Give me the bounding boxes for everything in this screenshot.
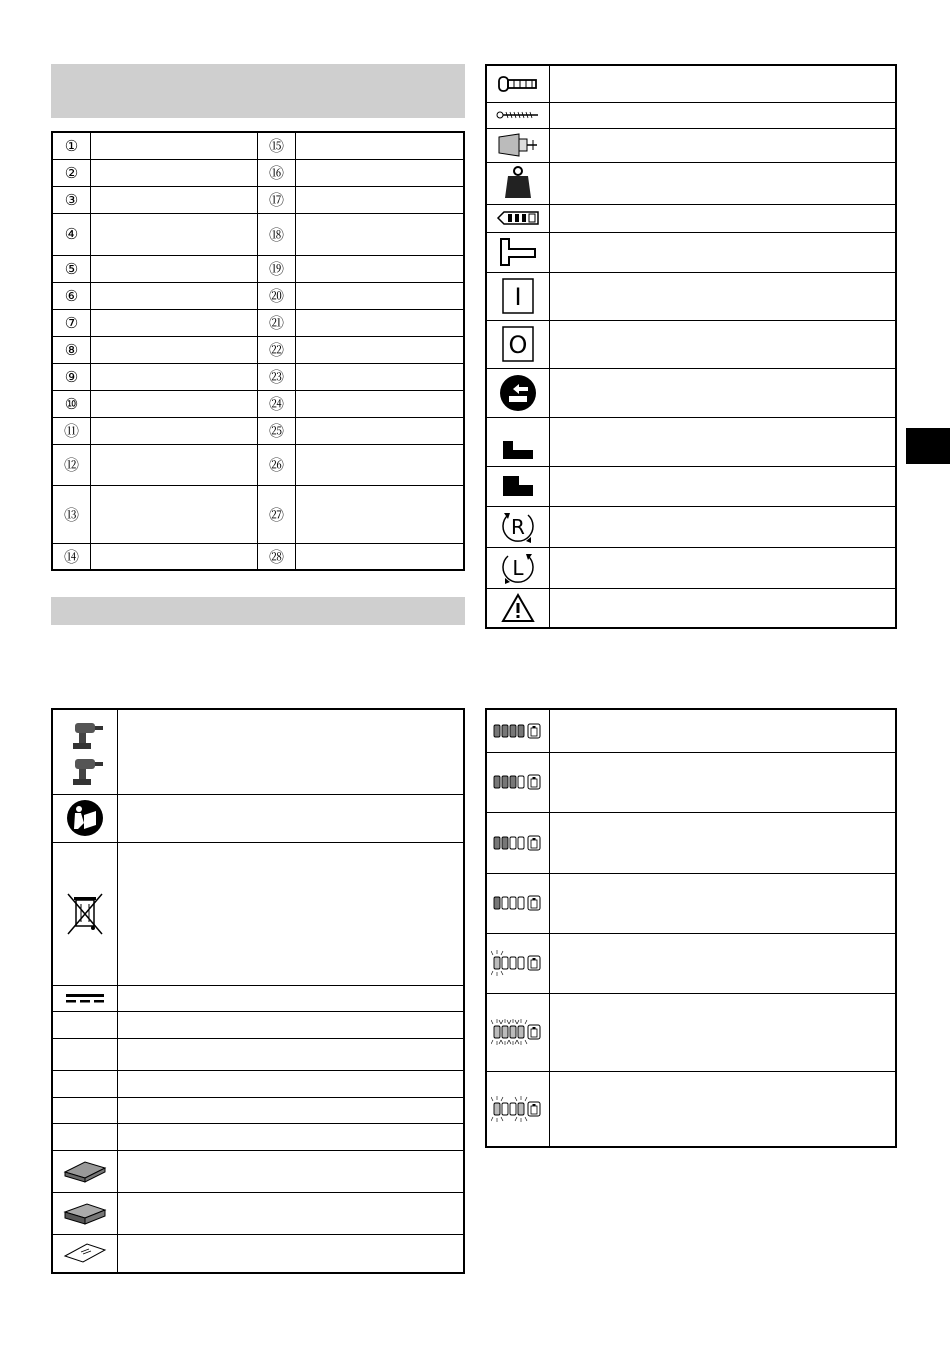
part-name-right [296, 485, 465, 543]
battery-level-row [486, 993, 896, 1071]
blink-ray [501, 1020, 503, 1024]
hammer-icon [498, 237, 538, 267]
battery-pack-2-cell [52, 1192, 118, 1234]
battery-level-row [486, 812, 896, 873]
high-step-icon [502, 475, 534, 497]
part-name-left [91, 255, 258, 282]
weight-icon [503, 166, 533, 200]
blink-ray [515, 1020, 517, 1024]
parts-row [52, 417, 464, 444]
battery-level-icon [491, 948, 545, 978]
part-name-left [91, 363, 258, 390]
part-number-left: ⑥ [52, 282, 91, 309]
section-header-bar-middle [51, 597, 465, 625]
parts-list-table [51, 131, 465, 571]
battery-level-icon-cell [486, 752, 550, 812]
part-number-left: ⑪ [52, 417, 91, 444]
led-lit [502, 725, 508, 737]
part-name-right [296, 363, 465, 390]
part-name-right [296, 336, 465, 363]
part-name-left [91, 309, 258, 336]
battery-level-description [550, 873, 897, 933]
blink-ray [509, 1040, 511, 1044]
rotate-right-icon [500, 509, 536, 545]
part-name-right [296, 132, 465, 159]
hammer-cell [486, 232, 550, 272]
bolt-icon-cell [486, 65, 550, 102]
switch-off-icon [502, 326, 534, 362]
warning-cell [486, 588, 550, 628]
led-lit [510, 725, 516, 737]
part-name-right [296, 282, 465, 309]
blink-ray [515, 1040, 517, 1044]
section-header-bar-top [51, 64, 465, 118]
switch-on-cell [486, 272, 550, 320]
battery-symbol-cap [533, 958, 536, 960]
part-name-left [91, 543, 258, 570]
battery-symbol-cap [533, 777, 536, 779]
symbols-table-bottom-left [51, 708, 465, 1274]
battery-level-description [550, 812, 897, 873]
read-manual-icon [499, 374, 537, 412]
led-blinking [502, 1026, 508, 1038]
led-blinking [518, 1103, 524, 1115]
battery-level-icon [491, 767, 545, 797]
parts-row [52, 186, 464, 213]
part-number-left: ⑫ [52, 444, 91, 485]
part-number-left: ⑧ [52, 336, 91, 363]
battery-symbol-cap [533, 1027, 536, 1029]
led-lit [518, 725, 524, 737]
battery-level-icon [491, 716, 545, 746]
battery-level-icon [491, 1017, 545, 1047]
blink-ray [525, 1097, 527, 1101]
blink-ray [517, 1040, 519, 1044]
battery-symbol-cap [533, 898, 536, 900]
part-number-right: ⑲ [258, 255, 296, 282]
parts-row [52, 213, 464, 255]
tapered-bar-icon [496, 210, 540, 226]
part-number-right: ⑳ [258, 282, 296, 309]
language-tab-marker [906, 428, 950, 464]
wood-screw-icon [496, 110, 540, 120]
part-number-left: ① [52, 132, 91, 159]
led-off [510, 837, 516, 849]
led-lit [502, 776, 508, 788]
led-blinking [494, 957, 500, 969]
tapered-bar-cell [486, 204, 550, 232]
led-off [502, 897, 508, 909]
battery-symbol-cap [533, 726, 536, 728]
led-lit [494, 776, 500, 788]
battery-level-icon-cell [486, 812, 550, 873]
parts-row [52, 485, 464, 543]
drill-bit-cell [486, 128, 550, 162]
part-number-right: ㉗ [258, 485, 296, 543]
blink-ray [501, 1040, 503, 1044]
part-name-right [296, 213, 465, 255]
battery-level-icon-cell [486, 709, 550, 752]
weight-cell [486, 162, 550, 204]
part-number-left: ⑭ [52, 543, 91, 570]
empty-symbol-cell [52, 1097, 118, 1123]
battery-level-icon [491, 828, 545, 858]
led-off [518, 837, 524, 849]
battery-level-icon-cell [486, 993, 550, 1071]
manual-read-cell [52, 794, 118, 842]
led-lit [494, 897, 500, 909]
parts-row [52, 444, 464, 485]
led-off [518, 776, 524, 788]
part-number-right: ㉕ [258, 417, 296, 444]
part-name-left [91, 417, 258, 444]
blink-ray [509, 1020, 511, 1024]
battery-pack-cell [52, 1150, 118, 1192]
rotate-left-cell [486, 547, 550, 588]
led-off [502, 957, 508, 969]
part-name-right [296, 543, 465, 570]
led-blinking [518, 1026, 524, 1038]
switch-off-cell [486, 320, 550, 368]
blink-ray [499, 1020, 501, 1024]
part-name-left [91, 485, 258, 543]
manual-booklet-icon [63, 1240, 107, 1266]
led-off [518, 897, 524, 909]
blink-ray [491, 1117, 493, 1121]
battery-level-icon [491, 1094, 545, 1124]
empty-symbol-cell [52, 1038, 118, 1070]
blink-ray [517, 1020, 519, 1024]
read-manual-cell [486, 368, 550, 417]
part-name-left [91, 132, 258, 159]
battery-level-description [550, 709, 897, 752]
battery-indicator-table [485, 708, 897, 1148]
part-name-right [296, 444, 465, 485]
symbols-table-top [485, 64, 897, 629]
led-off [510, 897, 516, 909]
blink-ray [491, 951, 493, 955]
led-lit [510, 776, 516, 788]
part-number-right: ㉘ [258, 543, 296, 570]
part-name-right [296, 255, 465, 282]
blink-ray [507, 1040, 509, 1044]
led-off [518, 957, 524, 969]
led-lit [494, 837, 500, 849]
low-step-cell [486, 417, 550, 466]
part-name-right [296, 309, 465, 336]
svg-text:L: L [512, 555, 524, 580]
direct-current-icon [65, 992, 105, 1004]
part-number-left: ⑨ [52, 363, 91, 390]
cordless-drill-icon [65, 717, 105, 787]
svg-text:R: R [511, 514, 525, 539]
parts-row [52, 390, 464, 417]
part-number-left: ② [52, 159, 91, 186]
blink-ray [501, 1117, 503, 1121]
blink-ray [515, 1097, 517, 1101]
blink-ray [515, 1117, 517, 1121]
part-name-right [296, 390, 465, 417]
empty-symbol-cell [52, 1011, 118, 1038]
battery-symbol-cap [533, 838, 536, 840]
battery-level-description [550, 933, 897, 993]
blink-ray [525, 1020, 527, 1024]
battery-level-description [550, 1071, 897, 1147]
battery-level-row [486, 1071, 896, 1147]
battery-level-row [486, 752, 896, 812]
blink-ray [491, 1040, 493, 1044]
wood-screw-cell [486, 102, 550, 128]
parts-row [52, 363, 464, 390]
svg-text:I: I [514, 283, 522, 311]
parts-row [52, 255, 464, 282]
part-number-left: ⑤ [52, 255, 91, 282]
battery-level-description [550, 993, 897, 1071]
warning-icon [501, 593, 535, 623]
blink-ray [525, 1040, 527, 1044]
part-name-right [296, 417, 465, 444]
part-number-left: ⑩ [52, 390, 91, 417]
empty-symbol-cell [52, 1123, 118, 1150]
battery-level-icon-cell [486, 933, 550, 993]
svg-text:O: O [508, 331, 528, 359]
part-name-left [91, 159, 258, 186]
battery-level-description [550, 752, 897, 812]
led-blinking [510, 1026, 516, 1038]
battery-level-icon [491, 888, 545, 918]
battery-pack-flat-icon [63, 1198, 107, 1228]
led-off [502, 1103, 508, 1115]
part-number-right: ⑰ [258, 186, 296, 213]
blink-ray [501, 971, 503, 975]
battery-level-icon-cell [486, 873, 550, 933]
blink-ray [491, 1097, 493, 1101]
blink-ray [525, 1117, 527, 1121]
part-number-left: ⑬ [52, 485, 91, 543]
part-number-right: ⑮ [258, 132, 296, 159]
blink-ray [499, 1040, 501, 1044]
manual-booklet-cell [52, 1234, 118, 1273]
part-name-left [91, 186, 258, 213]
battery-level-row [486, 933, 896, 993]
part-name-left [91, 444, 258, 485]
low-step-icon [502, 440, 534, 460]
part-name-left [91, 390, 258, 417]
battery-level-icon-cell [486, 1071, 550, 1147]
dc-cell [52, 985, 118, 1011]
part-number-right: ㉓ [258, 363, 296, 390]
part-number-right: ㉖ [258, 444, 296, 485]
battery-pack-icon [63, 1156, 107, 1186]
led-lit [494, 725, 500, 737]
battery-level-row [486, 709, 896, 752]
parts-row [52, 336, 464, 363]
bolt-icon [498, 74, 538, 94]
part-name-left [91, 336, 258, 363]
led-blinking [494, 1103, 500, 1115]
led-off [510, 957, 516, 969]
empty-symbol-cell [52, 1070, 118, 1097]
led-blinking [494, 1026, 500, 1038]
blink-ray [507, 1020, 509, 1024]
parts-row [52, 543, 464, 570]
high-step-cell [486, 466, 550, 506]
drill-bit-icon [497, 132, 539, 158]
read-instructions-icon [66, 799, 104, 837]
drill-cell [52, 709, 118, 794]
part-number-right: ⑱ [258, 213, 296, 255]
parts-row [52, 309, 464, 336]
part-number-right: ㉒ [258, 336, 296, 363]
parts-row [52, 282, 464, 309]
part-name-left [91, 213, 258, 255]
blink-ray [501, 1097, 503, 1101]
parts-row [52, 159, 464, 186]
led-off [510, 1103, 516, 1115]
part-number-left: ③ [52, 186, 91, 213]
rotate-right-cell [486, 506, 550, 547]
led-lit [502, 837, 508, 849]
crossed-bin-icon [66, 892, 104, 936]
weee-cell [52, 842, 118, 985]
switch-on-icon [502, 278, 534, 314]
part-number-left: ④ [52, 213, 91, 255]
part-number-right: ㉔ [258, 390, 296, 417]
parts-row [52, 132, 464, 159]
part-number-right: ⑯ [258, 159, 296, 186]
part-name-left [91, 282, 258, 309]
part-name-right [296, 186, 465, 213]
battery-symbol-cap [533, 1104, 536, 1106]
part-name-right [296, 159, 465, 186]
blink-ray [501, 951, 503, 955]
battery-level-row [486, 873, 896, 933]
rotate-left-icon [500, 550, 536, 586]
blink-ray [491, 1020, 493, 1024]
part-number-right: ㉑ [258, 309, 296, 336]
part-number-left: ⑦ [52, 309, 91, 336]
blink-ray [491, 971, 493, 975]
